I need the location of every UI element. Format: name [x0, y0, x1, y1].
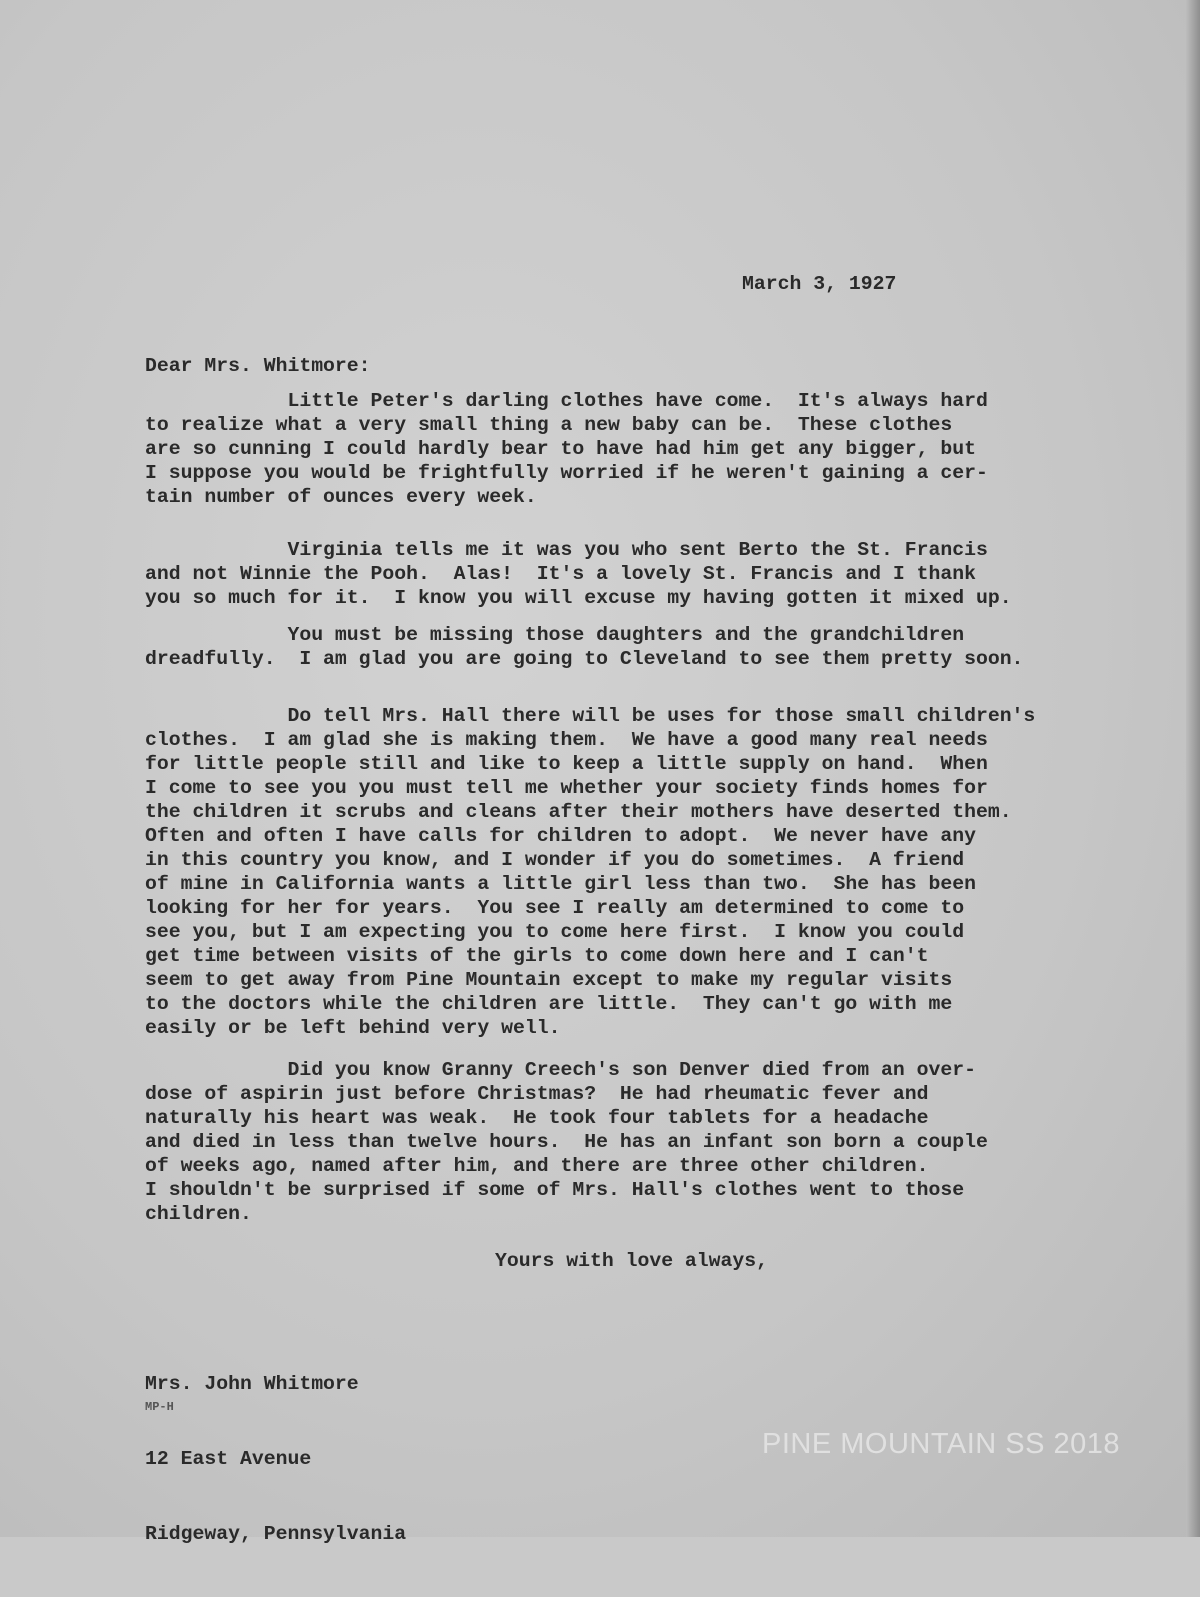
text-line: Virginia tells me it was you who sent Berto the St. Francis [145, 539, 988, 561]
text-line: children. [145, 1203, 252, 1225]
text-line: You must be missing those daughters and the grandchildren [145, 624, 965, 646]
text-line: clothes. I am glad she is making them. We have a good many real needs [145, 729, 988, 751]
page-edge-shadow [1186, 0, 1200, 1537]
salutation: Dear Mrs. Whitmore: [145, 355, 371, 377]
text-line: I come to see you you must tell me whether your society finds homes for [145, 777, 988, 799]
text-line: Do tell Mrs. Hall there will be uses for those small children's [145, 705, 1036, 727]
text-line: and died in less than twelve hours. He has an infant son born a couple [145, 1131, 988, 1153]
text-line: looking for her for years. You see I really am determined to come to [145, 897, 965, 919]
text-line: get time between visits of the girls to come down here and I can't [145, 945, 929, 967]
address-line: Mrs. John Whitmore [145, 1373, 359, 1395]
text-line: are so cunning I could hardly bear to have had him get any bigger, but [145, 438, 976, 460]
text-line: Often and often I have calls for children to adopt. We never have any [145, 825, 976, 847]
text-line: see you, but I am expecting you to come here first. I know you could [145, 921, 965, 943]
text-line: for little people still and like to keep a little supply on hand. When [145, 753, 988, 775]
text-line: and not Winnie the Pooh. Alas! It's a lovely St. Francis and I thank [145, 563, 976, 585]
text-line: easily or be left behind very well. [145, 1017, 561, 1039]
address-line: 12 East Avenue [145, 1448, 312, 1470]
text-line: in this country you know, and I wonder if you do sometimes. A friend [145, 849, 965, 871]
text-line: dose of aspirin just before Christmas? He had rheumatic fever and [145, 1083, 929, 1105]
text-line: you so much for it. I know you will excuse my having gotten it mixed up. [145, 587, 1012, 609]
text-line: Did you know Granny Creech's son Denver died from an over- [145, 1059, 976, 1081]
text-line: to realize what a very small thing a new baby can be. These clothes [145, 414, 953, 436]
paragraph-1 [145, 389, 988, 509]
text-line: of mine in California wants a little girl less than two. She has been [145, 873, 976, 895]
text-line: of weeks ago, named after him, and there are three other children. [145, 1155, 929, 1177]
text-line: seem to get away from Pine Mountain except to make my regular visits [145, 969, 953, 991]
paragraph-2 [145, 538, 1012, 610]
recipient-address [145, 1322, 406, 1597]
text-line: I suppose you would be frightfully worried if he weren't gaining a cer- [145, 462, 988, 484]
watermark: PINE MOUNTAIN SS 2018 [762, 1428, 1121, 1460]
paragraph-5 [145, 1058, 988, 1226]
text-line: to the doctors while the children are little. They can't go with me [145, 993, 953, 1015]
text-line: dreadfully. I am glad you are going to Cleveland to see them pretty soon. [145, 648, 1024, 670]
letter-date: March 3, 1927 [742, 273, 897, 295]
paragraph-3 [145, 623, 1023, 671]
text-line: the children it scrubs and cleans after their mothers have deserted them. [145, 801, 1012, 823]
typist-initials: MP-H [145, 1400, 174, 1414]
text-line: I shouldn't be surprised if some of Mrs. Hall's clothes went to those [145, 1179, 965, 1201]
closing: Yours with love always, [495, 1250, 769, 1272]
text-line: Little Peter's darling clothes have come. It's always hard [145, 390, 988, 412]
paragraph-4 [145, 704, 1035, 1040]
address-line: Ridgeway, Pennsylvania [145, 1523, 407, 1545]
text-line: naturally his heart was weak. He took four tablets for a headache [145, 1107, 929, 1129]
text-line: tain number of ounces every week. [145, 486, 537, 508]
